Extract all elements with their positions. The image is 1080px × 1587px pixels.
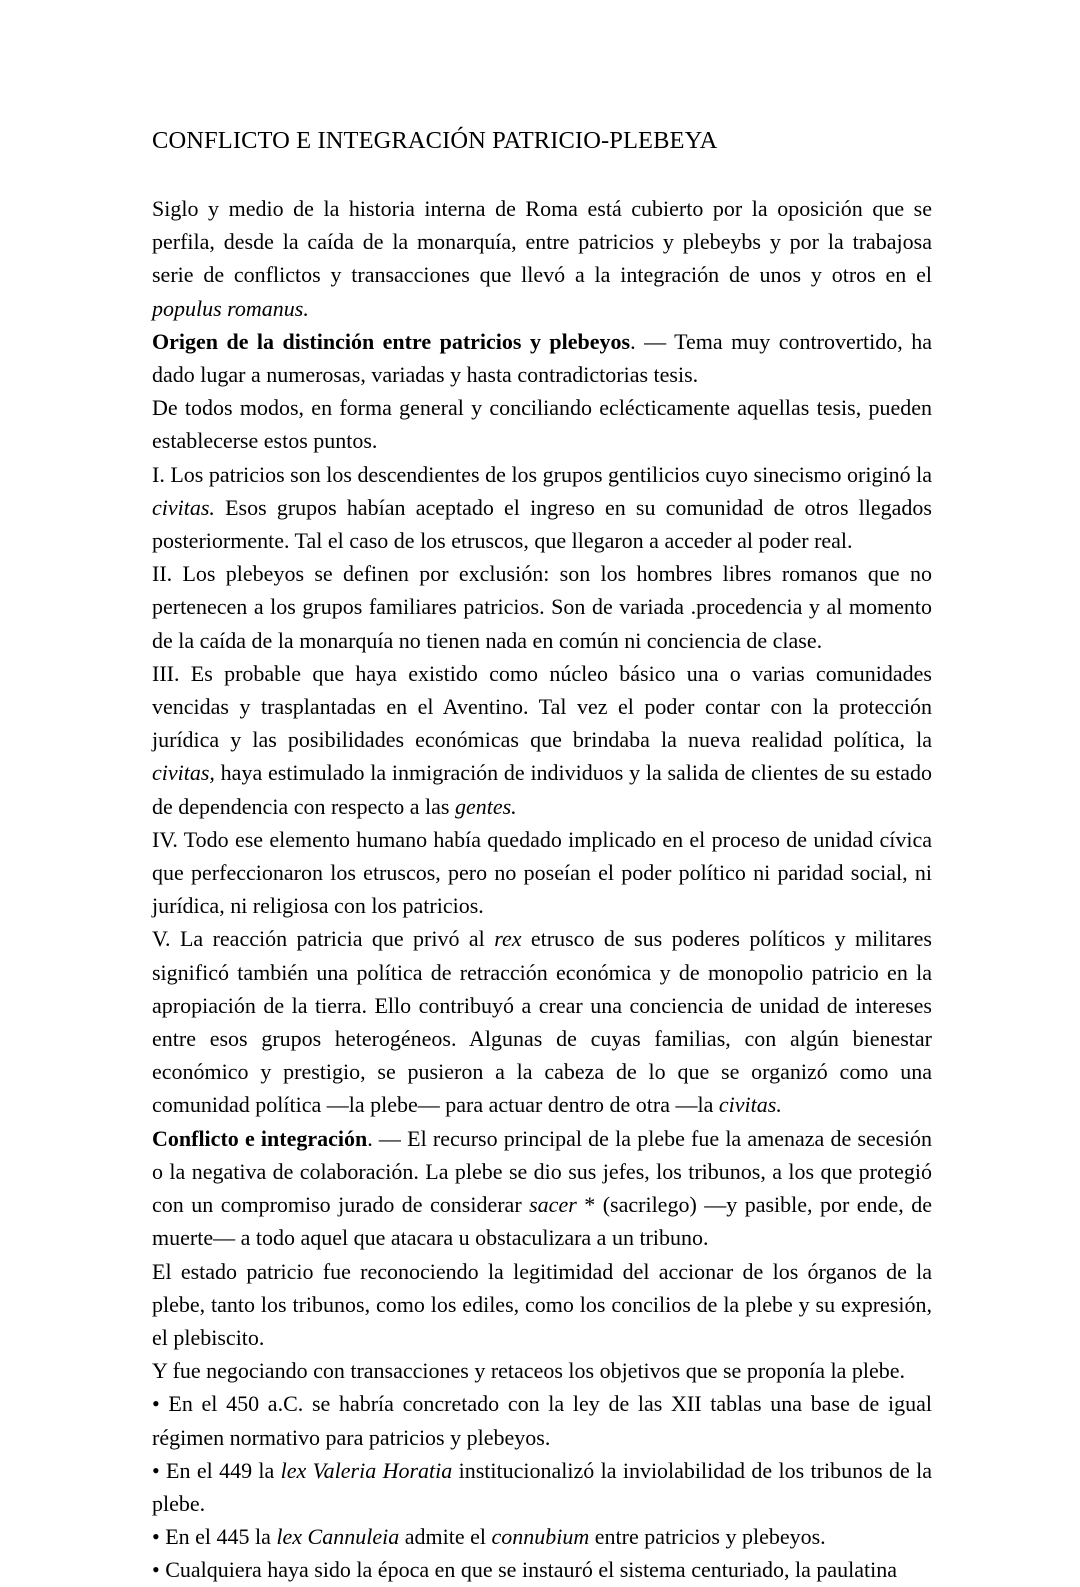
bullet-icon: • (152, 1524, 160, 1550)
intro-text: Siglo y medio de la historia interna de Roma está cubierto por la oposición que se perfila, desde la caída de la monarquía, entre patricios y plebeybs y por la trabajosa serie de conflictos y transacciones que llevó a la integración de unos y otros en el (152, 196, 932, 288)
list-item (152, 1387, 932, 1453)
bullet-italic-2: connubium (491, 1524, 590, 1550)
estado-paragraph-2: Y fue negociando con transacciones y retaceos los objetivos que se proponía la plebe. (152, 1358, 906, 1384)
bullet-text-1: En el 450 a.C. se habría concretado con la ley de las XII tablas una base de igual régimen normativo para patricios y plebeyos. (152, 1391, 932, 1450)
conflicto-heading-suffix: . — (367, 1125, 408, 1151)
origen-heading-suffix: . — (630, 328, 675, 354)
bullet-italic-1: lex Valeria Horatia (280, 1457, 453, 1483)
point-text-2: haya estimulado la inmigración de individuos y la salida de clientes de su estado de dependencia con respecto a las (152, 760, 932, 819)
footnote-marker: * (576, 1192, 603, 1218)
bullet-text-2: institucionalizó la inviolabilidad de los tribunos de la plebe. (152, 1457, 932, 1516)
numbered-point-1 (152, 458, 932, 558)
bullet-icon: • (152, 1557, 160, 1583)
point-text-1: Los patricios son los descendientes de los grupos gentilicios cuyo sinecismo originó la (164, 461, 932, 487)
page-title: CONFLICTO E INTEGRACIÓN PATRICIO-PLEBEYA (152, 127, 718, 154)
origen-heading: Origen de la distinción entre patricios y plebeyos (152, 328, 631, 354)
intro-italic-term: populus romanus. (152, 295, 309, 321)
bullet-text-3: entre patricios y plebeyos. (589, 1524, 826, 1550)
bullet-icon: • (152, 1457, 160, 1483)
origen-body: Tema muy controvertido, ha dado lugar a numerosas, variadas y hasta contradictorias tesis. (152, 328, 932, 388)
point-text-1: Todo ese elemento humano había quedado implicado en el proceso de unidad cívica que perfeccionaron los etruscos, pero no poseían el poder político ni paridad social, ni jurídica, ni religiosa con los patricios. (152, 826, 932, 919)
bullet-icon: • (152, 1391, 160, 1417)
bullet-text-2: admite el (399, 1524, 492, 1550)
point-italic-1: rex (494, 926, 522, 952)
intro-paragraph (152, 192, 932, 325)
point-text-2: etrusco de sus poderes políticos y militares significó también una política de retracción económica y de monopolio patricio en la apropiación de la tierra. Ello contribuyó a crear una conciencia de unidad de intereses entre esos grupos heterogéneos. Algunas de cuyas familias, con algún bienestar económico y prestigio, se pusieron a la cabeza de lo que se organizó como una comunidad política —la plebe— para actuar dentro de otra —la (152, 926, 932, 1118)
bullet-text-1: En el 449 la (159, 1457, 281, 1483)
numbered-point-2 (152, 557, 932, 657)
point-text-1: Es probable que haya existido como núcleo básico una o varias comunidades vencidas y trasplantadas en el Aventino. Tal vez el poder contar con la protección jurídica y las posibilidades económicas que brindaba la nueva realidad política, la (152, 660, 932, 753)
bullet-text-1: En el 445 la (159, 1524, 277, 1550)
bullet-text-1: Cualquiera haya sido la época en que se instauró el sistema centuriado, la paulatina (159, 1557, 898, 1583)
point-italic-1: civitas. (152, 494, 215, 520)
point-marker: V. (152, 926, 171, 952)
point-marker: IV. (152, 826, 178, 852)
list-item (152, 1520, 932, 1553)
point-text-1: La reacción patricia que privó al (170, 926, 495, 952)
point-text-1: Los plebeyos se definen por exclusión: son los hombres libres romanos que no pertenecen a los grupos familiares patricios. Son de variada .procedencia y al momento de la caída de la monarquía no tienen nada en común ni conciencia de clase. (152, 561, 932, 653)
conflicto-italic-term: sacer (529, 1192, 577, 1218)
conflicto-text-2: (sacrilego) —y pasible, por ende, de muerte— a todo aquel que atacara u obstaculizara a un tribuno. (152, 1192, 933, 1251)
bullet-italic-1: lex Cannuleia (276, 1524, 400, 1550)
origen-second-paragraph: De todos modos, en forma general y conciliando eclécticamente aquellas tesis, pueden establecerse estos puntos. (152, 395, 932, 454)
point-marker: I. (152, 461, 165, 487)
point-italic-2: gentes. (454, 793, 517, 819)
list-item (152, 1454, 932, 1520)
point-marker: II. (152, 561, 173, 587)
conflicto-heading: Conflicto e integración (152, 1125, 368, 1151)
list-item (152, 1553, 932, 1586)
point-italic-2: civitas. (718, 1092, 782, 1118)
point-italic-1: civitas, (152, 760, 215, 786)
numbered-point-4 (152, 823, 932, 923)
estado-paragraph-1: El estado patricio fue reconociendo la legitimidad del accionar de los órganos de la plebe, tanto los tribunos, como los ediles, como los concilios de la plebe y su expresión, el plebiscito. (152, 1258, 932, 1350)
origen-heading-paragraph (152, 325, 932, 391)
numbered-point-3 (152, 657, 932, 823)
conflicto-text-1: El recurso principal de la plebe fue la amenaza de secesión o la negativa de colaboración. La plebe se dio sus jefes, los tribunos, a los que protegió con un compromiso jurado de considerar (152, 1125, 933, 1218)
conflicto-heading-paragraph (152, 1122, 932, 1255)
point-marker: III. (152, 660, 180, 686)
numbered-point-5 (152, 922, 932, 1121)
point-text-2: Esos grupos habían aceptado el ingreso en su comunidad de otros llegados posteriormente. Tal el caso de los etruscos, que llegaron a acceder al poder real. (152, 494, 932, 554)
